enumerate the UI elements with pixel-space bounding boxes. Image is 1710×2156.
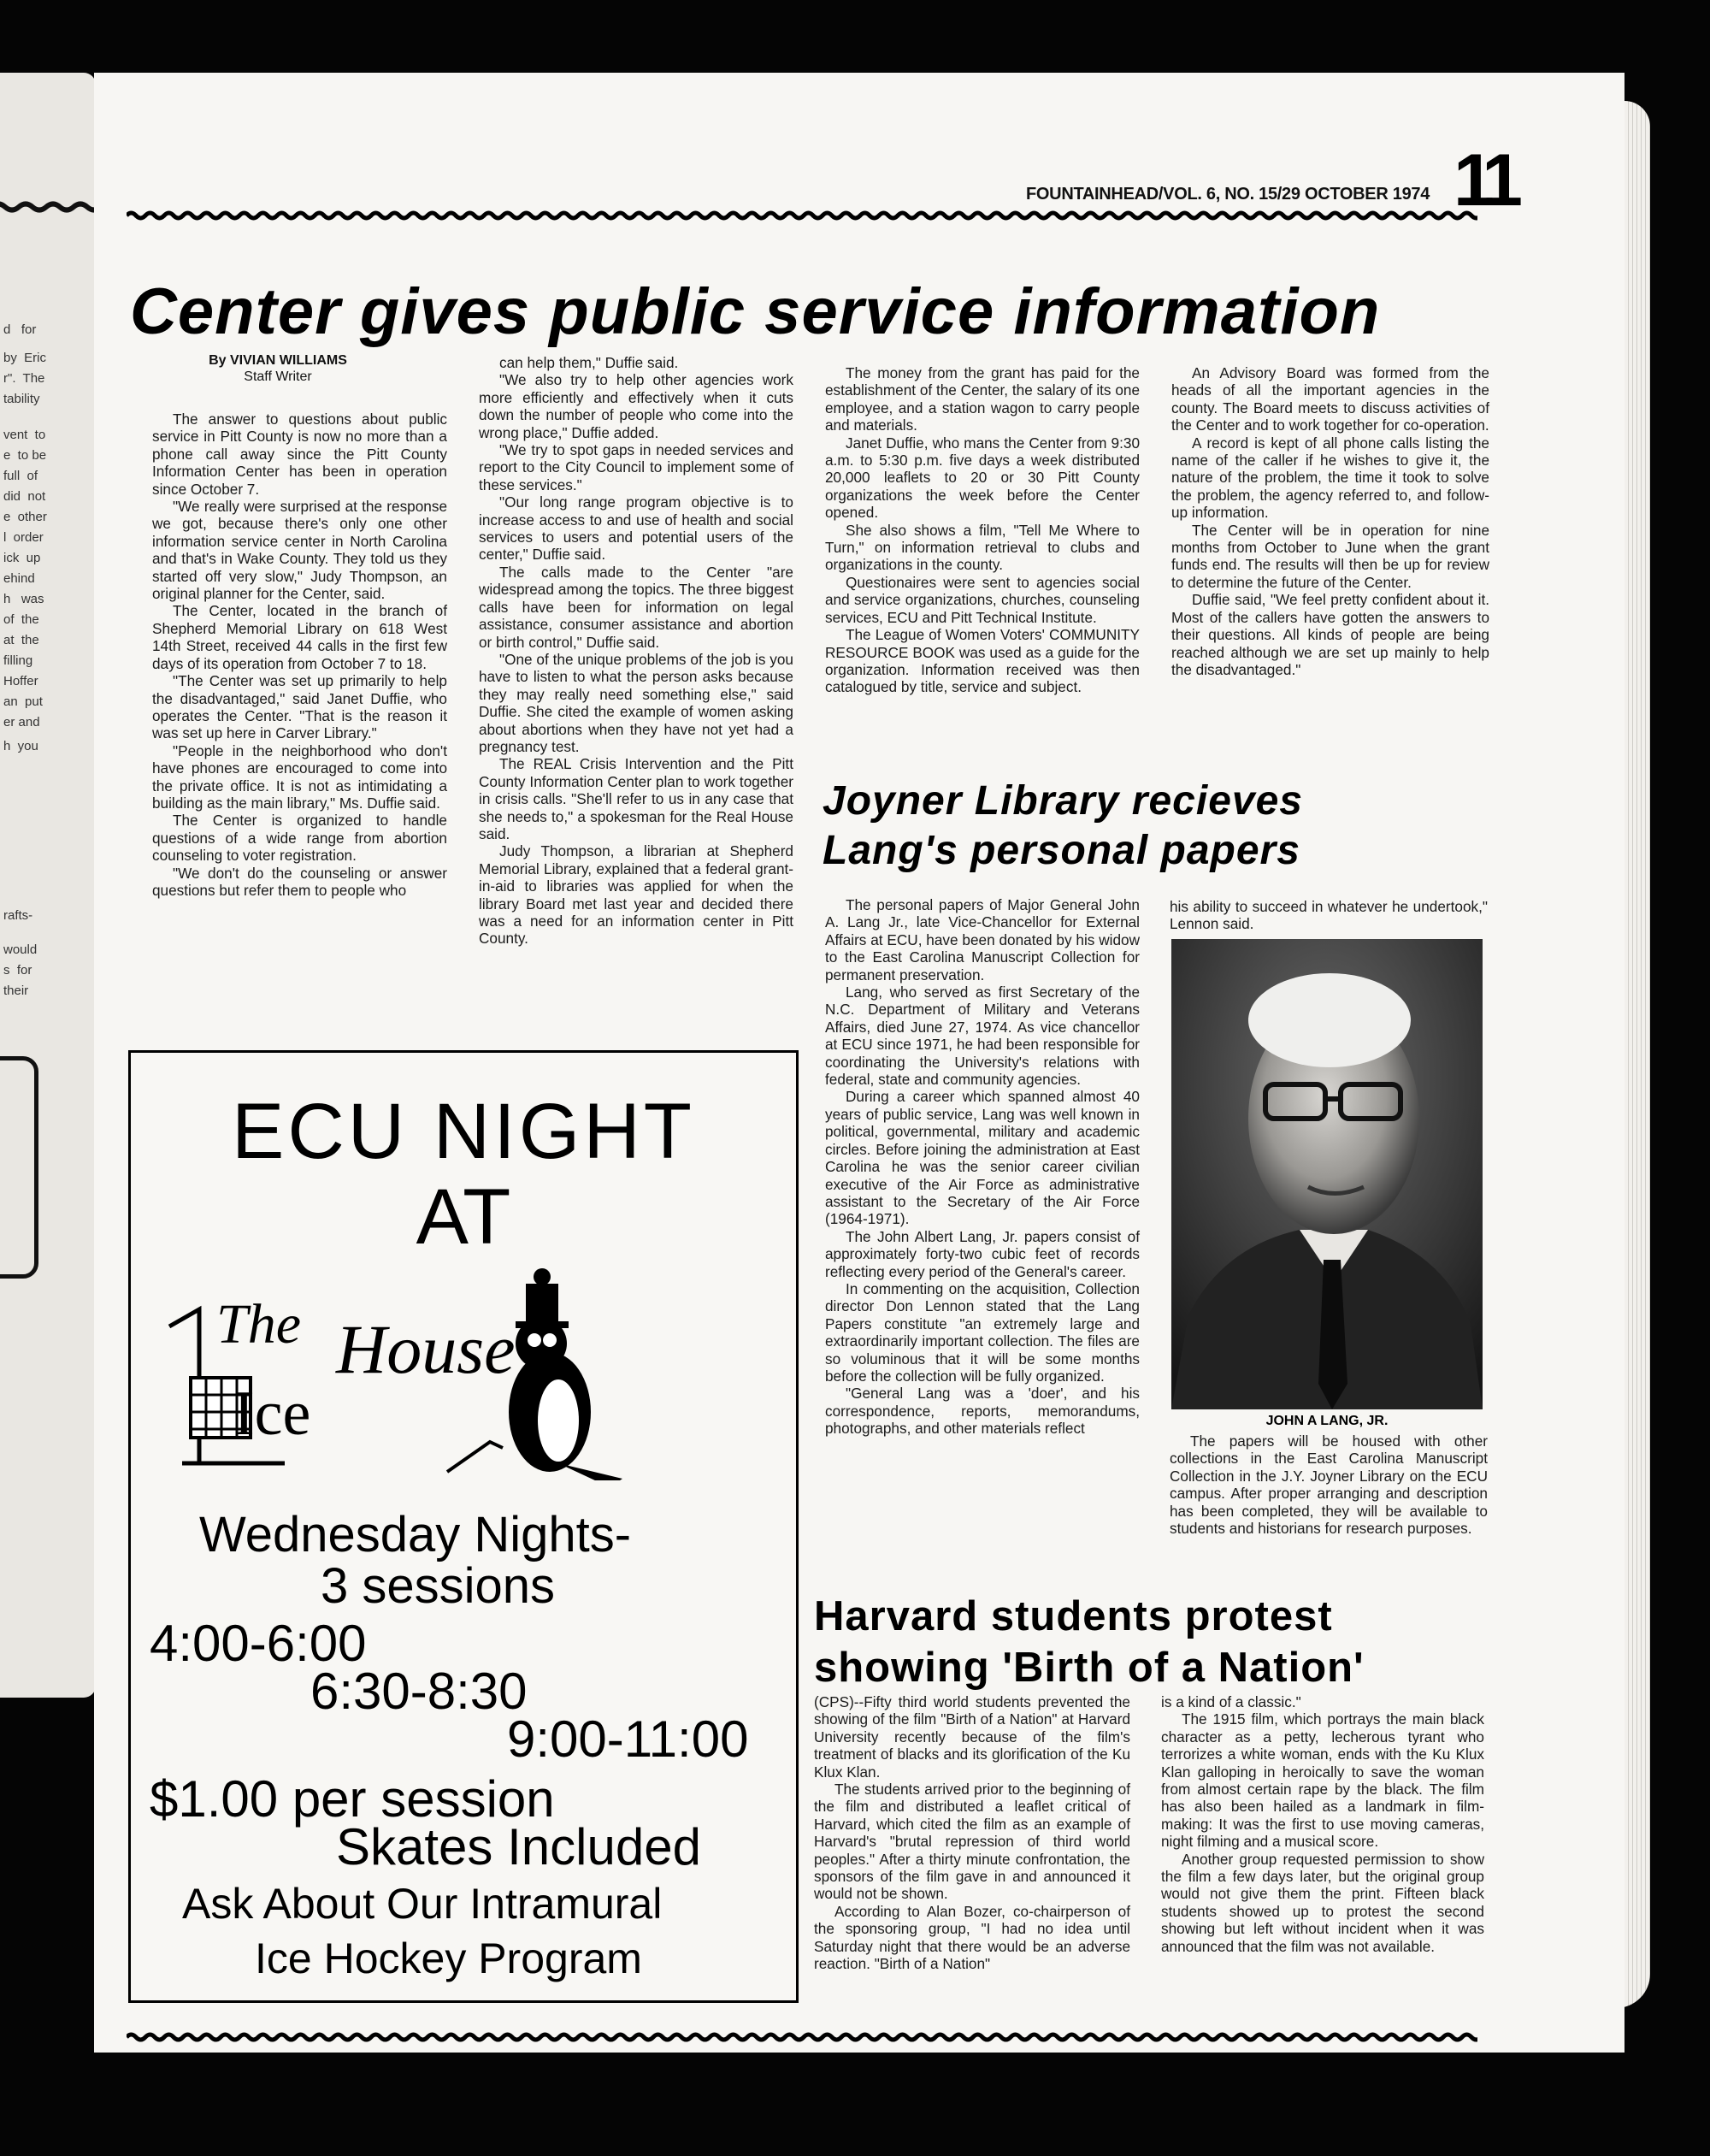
paragraph: (CPS)--Fifty third world students prevented the showing of the film "Birth of a Nation" at Harvard University recently because of the film's treatment of blacks and its glorification of the Ku Klux Klan. bbox=[814, 1693, 1130, 1781]
paragraph: The Center is organized to handle questions of a wide range from abortion counseling to voter registration. bbox=[152, 812, 447, 865]
ad-ask-line2: Ice Hockey Program bbox=[255, 1934, 642, 1982]
ad-wednesday: Wednesday Nights- bbox=[199, 1507, 632, 1562]
left-page-fragment: d for bbox=[3, 322, 37, 337]
byline-role: Staff Writer bbox=[244, 369, 312, 384]
photo-caption: JOHN A LANG, JR. bbox=[1265, 1414, 1389, 1428]
paragraph: "We also try to help other agencies work more efficiently and effectively when it cuts down the number of people who come into the wrong place," Duffie added. bbox=[479, 371, 793, 441]
ad-sessions: 3 sessions bbox=[321, 1558, 556, 1614]
paragraph: "One of the unique problems of the job is you have to listen to what the person asks because they may really need something else," said Duffie. She cited the example of women asking about abortions when they have not yet had a pregnancy test. bbox=[479, 650, 793, 755]
left-page-fragment: by Eric bbox=[3, 351, 47, 365]
paragraph: "We don't do the counseling or answer questions but refer them to people who bbox=[152, 864, 447, 899]
paragraph: The Center, located in the branch of Shepherd Memorial Library on 618 West 14th Street, received 44 calls in the first few days of its operation from October 7 to 18. bbox=[152, 602, 447, 672]
left-page-box bbox=[0, 1056, 38, 1279]
paragraph: The 1915 film, which portrays the main black character as a petty, lecherous tyrant who terrorizes a white woman, ends with the Ku Klux Klan galloping in heroically to save the woman from almost certain rape by the black. The film has also been hailed as a landmark in film-making: It was the first to use moving cameras, night filming and a musical score. bbox=[1161, 1710, 1484, 1851]
left-page-fragment: e other bbox=[3, 510, 47, 524]
paragraph: "We really were surprised at the response we got, because there's only one other information service center in North Carolina and that's in Wake County. They told us they started off very slow," Judy Thompson, an original planner for the Center, said. bbox=[152, 498, 447, 603]
paragraph: The answer to questions about public service in Pitt County is now no more than a phone call away since the Pitt County Information Center has been in operation since October 7. bbox=[152, 411, 447, 498]
left-page-fragment: Hoffer bbox=[3, 674, 38, 688]
paragraph: Judy Thompson, a librarian at Shepherd Memorial Library, explained that a federal grant-in-aid to libraries was applied for when the library Board met last year and decided there was a need for an information center in Pitt County. bbox=[479, 842, 793, 948]
left-page-fragment: l order bbox=[3, 530, 44, 545]
paragraph: The John Albert Lang, Jr. papers consist of approximately forty-two cubic feet of records reflecting every period of the General's career. bbox=[825, 1227, 1140, 1280]
left-page-fragment: ick up bbox=[3, 551, 41, 565]
article1-column4 bbox=[1171, 364, 1489, 678]
left-page-fragment: rafts- bbox=[3, 908, 33, 923]
left-page-fragment: tability bbox=[3, 392, 40, 406]
top-wavy-rule bbox=[127, 208, 1477, 223]
article2-column2-top: his ability to succeed in whatever he undertook," Lennon said. bbox=[1170, 898, 1488, 933]
left-page-fragment: filling bbox=[3, 653, 33, 668]
ad-price: $1.00 per session bbox=[150, 1770, 555, 1828]
headline-harvard-protest bbox=[814, 1591, 1365, 1693]
paragraph: "We try to spot gaps in needed services and report to the City Council to implement some of these services." bbox=[479, 441, 793, 493]
article1-column2 bbox=[479, 354, 793, 948]
ice-house-logo bbox=[165, 1258, 678, 1480]
left-page-fragment: ehind bbox=[3, 571, 35, 586]
paragraph: The papers will be housed with other collections in the East Carolina Manuscript Collection in the J.Y. Joyner Library on the ECU campus. After proper arranging and description has been completed, they will be available to students and historians for research purposes. bbox=[1170, 1432, 1488, 1538]
publication-line: FOUNTAINHEAD/VOL. 6, NO. 15/29 OCTOBER 1974 bbox=[1026, 185, 1430, 204]
paragraph: An Advisory Board was formed from the heads of all the important agencies in the county. The Board meets to discuss activities of the Center and to work together for co-operation. bbox=[1171, 364, 1489, 434]
bottom-wavy-rule bbox=[127, 2029, 1477, 2045]
article2-column2-bottom bbox=[1170, 1432, 1488, 1537]
logo-word-ice: Ice bbox=[233, 1379, 311, 1449]
paragraph: The personal papers of Major General John A. Lang Jr., late Vice-Chancellor for External Affairs at ECU, have been donated by his widow to the East Carolina Manuscript Collection for permanent preservation. bbox=[825, 896, 1140, 983]
left-page-fragment: r". The bbox=[3, 371, 45, 386]
left-page-fragment: er and bbox=[3, 715, 40, 729]
byline bbox=[184, 352, 372, 385]
paragraph: The calls made to the Center "are widespread among the topics. The three biggest calls have been for information on legal assistance, consumer assistance and abortion or birth control," Duffie said. bbox=[479, 563, 793, 651]
paragraph: "The Center was set up primarily to help the disadvantaged," said Janet Duffie, who operates the Center. "That is the reason it was set up here in Carver Library." bbox=[152, 672, 447, 742]
left-page-fragment: did not bbox=[3, 489, 46, 504]
left-page-fragment: h was bbox=[3, 592, 44, 606]
paragraph: The League of Women Voters' COMMUNITY RESOURCE BOOK was used as a guide for the organization. Information received was then catalogued by title, service and subject. bbox=[825, 626, 1140, 696]
paragraph: "Our long range program objective is to increase access to and use of health and social services to users and potential users of the center," Duffie said. bbox=[479, 493, 793, 564]
logo-word-house: House bbox=[336, 1310, 516, 1388]
ad-ask-line1: Ask About Our Intramural bbox=[182, 1880, 663, 1928]
page-number: 11 bbox=[1454, 139, 1514, 222]
paragraph: According to Alan Bozer, co-chairperson of the sponsoring group, "I had no idea until Saturday night that there would be an adverse reaction. "Birth of a Nation" bbox=[814, 1902, 1130, 1973]
logo-word-the: The bbox=[216, 1293, 301, 1356]
left-page-fragment: an put bbox=[3, 694, 43, 709]
paragraph: She also shows a film, "Tell Me Where to Turn," on information retrieval to clubs and organizations in the county. bbox=[825, 521, 1140, 574]
left-page-fragment: would bbox=[3, 942, 38, 957]
left-page-fragment: at the bbox=[3, 633, 39, 647]
left-page-fragment: s for bbox=[3, 963, 32, 978]
paragraph: Questionaires were sent to agencies social and service organizations, churches, counseling services, ECU and Pitt Technical Institute. bbox=[825, 573, 1140, 626]
paragraph: In commenting on the acquisition, Collection director Don Lennon stated that the Lang Papers constitute "an extremely large and extraordinarily important collection. The files are so voluminous that it will be some months before the collection will be fully organized. bbox=[825, 1279, 1140, 1385]
paragraph: Lang, who served as first Secretary of the N.C. Department of Military and Veterans Affairs, died June 27, 1974. As vice chancellor at ECU since 1971, he had been responsible for coordinating the University's relations with federal, state and community agencies. bbox=[825, 983, 1140, 1089]
byline-name: By VIVIAN WILLIAMS bbox=[209, 353, 347, 368]
article1-column3 bbox=[825, 364, 1140, 696]
article3-column2 bbox=[1161, 1693, 1484, 1955]
left-page-fragment: full of bbox=[3, 469, 38, 483]
photo-john-lang bbox=[1171, 939, 1483, 1409]
paragraph: During a career which spanned almost 40 years of public service, Lang was well known in political, governmental, military and academic circles. Before joining the administration at East Carolina he was the senior career civilian executive of the Air Force as administrative assistant to the Secretary of the Air Force (1964-1971). bbox=[825, 1088, 1140, 1228]
ad-time-3: 9:00-11:00 bbox=[507, 1710, 749, 1768]
ad-title-line1: ECU NIGHT bbox=[232, 1088, 695, 1175]
paragraph: The REAL Crisis Intervention and the Pitt County Information Center plan to work together in crisis calls. "She'll refer to us in any case that she needs to," a spokesman for the Real House said. bbox=[479, 755, 793, 842]
paragraph: Janet Duffie, who mans the Center from 9:30 a.m. to 5:30 p.m. five days a week distributed 20,000 leaflets to 20 or 30 Pitt County organizations the week before the Center opened. bbox=[825, 434, 1140, 522]
paragraph: "General Lang was a 'doer', and his correspondence, reports, memorandums, photographs, and other materials reflect bbox=[825, 1385, 1140, 1438]
headline-line: showing 'Birth of a Nation' bbox=[814, 1645, 1365, 1691]
paragraph: Duffie said, "We feel pretty confident about it. Most of the callers have gotten the answers to their questions. All kinds of people are being reached although we are set up mainly to help the disadvantaged." bbox=[1171, 591, 1489, 678]
ice-house-advertisement bbox=[128, 1050, 799, 2003]
headline-center-service: Center gives public service information bbox=[130, 275, 1381, 348]
ad-time-1: 4:00-6:00 bbox=[150, 1615, 367, 1672]
left-page-fragment: e to be bbox=[3, 448, 47, 463]
headline-line: Joyner Library recieves bbox=[823, 778, 1303, 824]
left-page-fragment: of the bbox=[3, 612, 39, 627]
paragraph: "People in the neighborhood who don't have phones are encouraged to come into the private office. It is not as intimidating a building as the main library," Ms. Duffie said. bbox=[152, 741, 447, 812]
left-page-fragment: h you bbox=[3, 739, 38, 753]
left-page-edge bbox=[0, 73, 96, 1698]
paragraph: A record is kept of all phone calls listing the name of the caller if he wishes to give it, the nature of the problem, the time it took to solve the problem, the agency referred to, and follow-up information. bbox=[1171, 434, 1489, 522]
paragraph: Another group requested permission to show the film a few days later, but the original group would not give them the print. Fifteen black students showed up to protest the second showing but left without incident when it was announced that the film was not available. bbox=[1161, 1850, 1484, 1955]
paragraph: is a kind of a classic." bbox=[1161, 1693, 1301, 1710]
decorative-rule bbox=[0, 201, 96, 213]
paragraph: can help them," Duffie said. bbox=[499, 354, 679, 371]
ad-title-line2: AT bbox=[416, 1173, 511, 1261]
article3-column1 bbox=[814, 1693, 1130, 1973]
headline-line: Lang's personal papers bbox=[823, 828, 1300, 873]
article2-column1 bbox=[825, 896, 1140, 1438]
headline-line: Harvard students protest bbox=[814, 1593, 1333, 1639]
left-page-fragment: their bbox=[3, 983, 29, 998]
ad-time-2: 6:30-8:30 bbox=[310, 1663, 528, 1720]
paragraph: The Center will be in operation for nine months from October to June when the grant funds end. The results will then be up for review to determine the future of the Center. bbox=[1171, 521, 1489, 591]
left-page-fragment: vent to bbox=[3, 428, 46, 442]
headline-joyner-library bbox=[823, 777, 1303, 876]
portrait-image bbox=[1171, 939, 1483, 1409]
paragraph: The money from the grant has paid for the establishment of the Center, the salary of its one employee, and a station wagon to carry people and materials. bbox=[825, 364, 1140, 434]
paragraph: The students arrived prior to the beginning of the film and distributed a leaflet critical of Harvard, which cited the film as an example of Harvard's "brutal repression of third world peoples." After a thirty minute confrontation, the sponsors of the film gave in and announced it would not be shown. bbox=[814, 1781, 1130, 1903]
article1-column1 bbox=[152, 411, 447, 899]
ad-skates: Skates Included bbox=[336, 1818, 701, 1875]
